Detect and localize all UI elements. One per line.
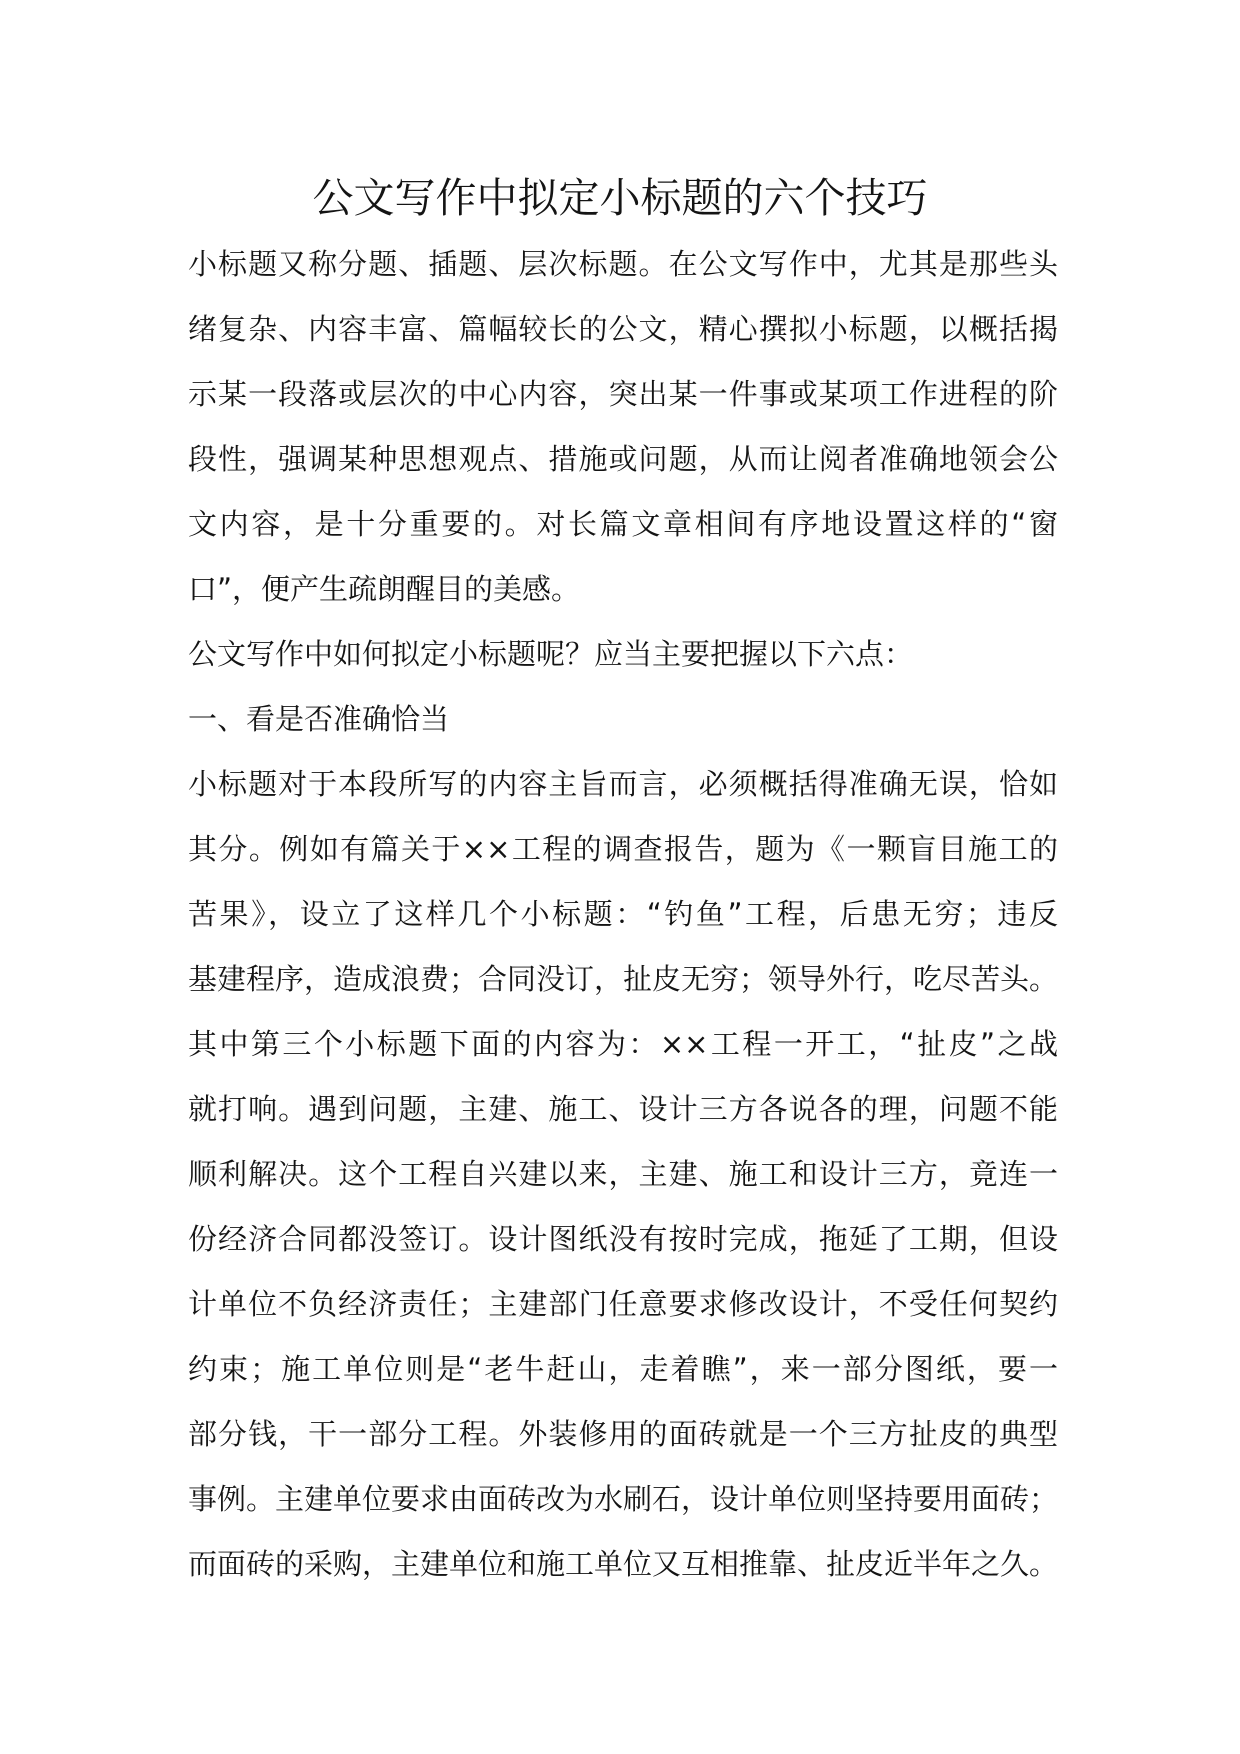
document-body: [188, 232, 1058, 1597]
text-line: 其中第三个小标题下面的内容为：××工程一开工，“扯皮”之战: [188, 1027, 1058, 1061]
text-line: 段性，强调某种思想观点、措施或问题，从而让阅者准确地领会公: [188, 442, 1058, 476]
text-line: 苦果》，设立了这样几个小标题：“钓鱼”工程，后患无穷；违反: [188, 897, 1058, 931]
text-line: 小标题又称分题、插题、层次标题。在公文写作中，尤其是那些头: [188, 247, 1058, 281]
text-line: 文内容，是十分重要的。对长篇文章相间有序地设置这样的“窗: [188, 507, 1058, 541]
text-line: 小标题对于本段所写的内容主旨而言，必须概括得准确无误，恰如: [188, 767, 1058, 801]
text-line: 事例。主建单位要求由面砖改为水刷石，设计单位则坚持要用面砖；: [188, 1482, 1059, 1516]
text-line: 示某一段落或层次的中心内容，突出某一件事或某项工作进程的阶: [188, 377, 1058, 411]
text-line: 基建程序，造成浪费；合同没订，扯皮无穷；领导外行，吃尽苦头。: [188, 962, 1059, 996]
text-line: 约束；施工单位则是“老牛赶山，走着瞧”，来一部分图纸，要一: [188, 1352, 1058, 1386]
text-line: 顺利解决。这个工程自兴建以来，主建、施工和设计三方，竟连一: [188, 1157, 1058, 1191]
text-line: 一、看是否准确恰当: [188, 702, 450, 736]
document-title: 公文写作中拟定小标题的六个技巧: [312, 174, 928, 222]
text-line: 公文写作中如何拟定小标题呢？应当主要把握以下六点：: [188, 637, 914, 671]
text-line: 计单位不负经济责任；主建部门任意要求修改设计，不受任何契约: [188, 1287, 1058, 1321]
text-line: 口”，便产生疏朗醒目的美感。: [188, 572, 581, 606]
text-line: 份经济合同都没签订。设计图纸没有按时完成，拖延了工期，但设: [188, 1222, 1058, 1256]
text-line: 部分钱，干一部分工程。外装修用的面砖就是一个三方扯皮的典型: [188, 1417, 1058, 1451]
text-line: 就打响。遇到问题，主建、施工、设计三方各说各的理，问题不能: [188, 1092, 1058, 1126]
text-line: 其分。例如有篇关于××工程的调查报告，题为《一颗盲目施工的: [188, 832, 1058, 866]
text-line: 而面砖的采购，主建单位和施工单位又互相推靠、扯皮近半年之久。: [188, 1547, 1059, 1581]
text-line: 绪复杂、内容丰富、篇幅较长的公文，精心撰拟小标题，以概括揭: [188, 312, 1058, 346]
